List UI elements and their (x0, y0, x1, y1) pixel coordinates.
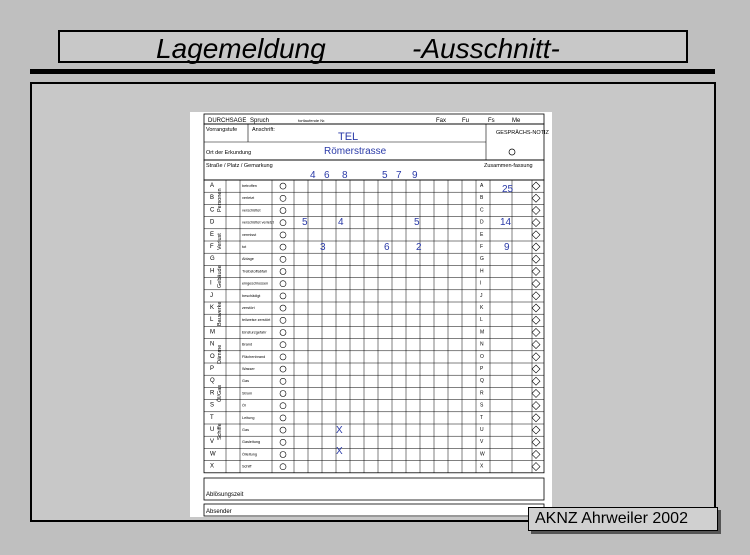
form-drawing (190, 112, 552, 517)
slide-subtitle: -Ausschnitt- (412, 33, 560, 64)
entry-f-col2: 6 (384, 242, 390, 253)
row-label: Öl (242, 403, 246, 408)
row-label: tot (242, 245, 247, 249)
row-label: zerstört (242, 306, 255, 310)
opt-fs: Fs (488, 118, 495, 124)
row-letter: U (210, 427, 215, 433)
summary-row-letter: F (480, 244, 484, 250)
summary-row-letter: J (480, 292, 483, 299)
group-label: Öl/Gas (217, 384, 223, 402)
entry-u-mark: X (336, 425, 343, 436)
row-letter: B (210, 195, 215, 202)
entry-d-col1: 5 (302, 217, 308, 228)
row-letter: G (210, 256, 215, 263)
notiz-label: GESPRÄCHS-NOTIZ (496, 130, 549, 136)
summary-row-letter: I (480, 280, 482, 287)
row-letter: J (210, 292, 213, 299)
row-symbol-icon (280, 366, 286, 372)
summary-symbol-icon (532, 365, 540, 373)
group-label: Bauwerke (217, 301, 223, 326)
summary-symbol-icon (532, 280, 540, 288)
anschrift-value: TEL (338, 131, 359, 143)
row-symbol-icon (280, 208, 286, 214)
summary-row-letter: T (480, 414, 484, 421)
row-symbol-icon (280, 220, 286, 226)
row-symbol-icon (280, 293, 286, 299)
ort-label: Ort der Erkundung (206, 150, 252, 156)
entry-w-mark: X (336, 446, 343, 457)
row-letter: W (210, 451, 216, 458)
row-letter: F (210, 244, 214, 250)
summary-row-letter: O (480, 353, 484, 360)
summary-symbol-icon (532, 267, 540, 275)
side-group-labels (216, 188, 223, 440)
summary-row-letter: D (480, 219, 484, 226)
summary-row-letter: W (480, 451, 485, 458)
group-label: Dämme (217, 344, 223, 364)
opt-fu: Fu (462, 118, 470, 124)
row-letter: D (210, 219, 215, 226)
row-letter: C (210, 207, 215, 214)
group-label: Verlust (217, 233, 223, 250)
summary-row-letter: V (480, 439, 484, 446)
col-num-4: 4 (310, 170, 316, 181)
row-letter: X (210, 463, 215, 470)
title-underline (30, 69, 715, 74)
col-num-9: 9 (412, 170, 418, 181)
row-label: teilweise zerstört (242, 318, 271, 323)
row-label: Brand (242, 342, 253, 347)
row-symbol-icon (280, 464, 286, 470)
row-label: Gas (242, 428, 249, 432)
row-letter: V (210, 439, 215, 446)
summary-symbol-icon (532, 194, 540, 202)
row-symbol-icon (280, 232, 286, 238)
summary-row-letter: L (480, 317, 483, 324)
row-symbol-icon (280, 378, 286, 384)
row-symbol-icon (280, 269, 286, 275)
summary-symbol-icon (532, 438, 540, 446)
row-label: Gas (242, 379, 249, 384)
entry-f-summary: 9 (504, 242, 510, 253)
row-label: Strom (242, 391, 253, 396)
summary-row-letter: A (480, 183, 484, 189)
summary-symbol-icon (532, 304, 540, 312)
row-symbol-icon (280, 403, 286, 409)
entry-f-col1: 3 (320, 242, 326, 253)
opt-spruch: Spruch (250, 118, 270, 124)
row-symbol-icon (280, 317, 286, 323)
row-label: Gasleitung (242, 440, 261, 445)
zusammenfassung-label: Zusammen-fassung (484, 163, 533, 169)
row-symbol-icon (280, 183, 286, 189)
opt-fax: Fax (436, 118, 447, 124)
summary-row-letter: X (480, 463, 484, 470)
ort-value: Römerstrasse (324, 146, 387, 157)
row-letter: Q (210, 378, 215, 385)
row-letter: L (210, 317, 214, 324)
col-num-6: 6 (324, 170, 330, 181)
row-label: verletzt (242, 196, 255, 201)
summary-symbol-icon (532, 292, 540, 300)
opt-durchsage: DURCHSAGE (208, 118, 247, 124)
col-num-5: 5 (382, 170, 388, 181)
row-letter: K (210, 305, 215, 311)
col-num-8: 8 (342, 170, 348, 181)
group-label: Schiffe (217, 423, 223, 440)
summary-row-letter: B (480, 195, 484, 202)
row-label: Ablage (242, 257, 254, 262)
row-symbol-icon (280, 330, 286, 336)
ablosungszeit-label: Ablösungszeit (206, 492, 244, 498)
entry-a-summary: 25 (502, 184, 514, 195)
summary-symbol-icon (532, 316, 540, 324)
row-label: Treibstoffabfall (242, 269, 267, 274)
row-letter: A (210, 183, 215, 189)
row-symbol-icon (280, 415, 286, 421)
summary-row-letter: Q (480, 378, 484, 385)
summary-symbol-icon (532, 463, 540, 471)
notiz-circle (509, 149, 515, 155)
row-symbol-icon (280, 342, 286, 348)
summary-row-letter: M (480, 329, 485, 336)
summary-symbol-icon (532, 389, 540, 397)
entry-d-col2: 4 (338, 217, 344, 228)
entry-d-col3: 5 (414, 217, 420, 228)
summary-symbol-icon (532, 206, 540, 214)
row-label: vermisst (242, 232, 257, 237)
row-label: beschädigt (242, 293, 261, 298)
summary-row-letter: R (480, 390, 484, 397)
summary-symbol-icon (532, 243, 540, 251)
row-label: verschüttet (242, 208, 261, 213)
row-label: Leitung (242, 415, 255, 420)
row-symbol-icon (280, 427, 286, 433)
vorrangstufe-label: Vorrangstufe (206, 127, 238, 133)
slide-title: Lagemeldung (156, 33, 326, 64)
row-symbol-icon (280, 354, 286, 360)
row-symbol-icon (280, 256, 286, 262)
row-symbol-icon (280, 244, 286, 250)
row-letter: I (210, 280, 212, 287)
row-letter: O (210, 353, 215, 360)
summary-row-letter: N (480, 341, 484, 348)
row-label: Ölleitung (242, 452, 257, 457)
absender-label: Absender (206, 509, 232, 515)
report-form (190, 112, 552, 517)
slide-title-box (58, 30, 688, 63)
summary-row-letter: P (480, 366, 484, 372)
summary-row-letter: C (480, 207, 484, 214)
row-symbol-icon (280, 195, 286, 201)
summary-symbol-icon (532, 231, 540, 239)
row-letter: E (210, 231, 215, 238)
summary-symbol-icon (532, 402, 540, 410)
row-letter: P (210, 366, 215, 372)
row-symbol-icon (280, 305, 286, 311)
summary-row-letter: H (480, 268, 484, 275)
row-letter: H (210, 268, 215, 275)
summary-symbol-icon (532, 341, 540, 349)
summary-symbol-icon (532, 377, 540, 385)
summary-symbol-icon (532, 426, 540, 434)
row-letter: N (210, 341, 215, 348)
summary-row-letter: K (480, 305, 484, 311)
summary-row-letter: S (480, 402, 484, 409)
summary-symbol-icon (532, 182, 540, 190)
row-label: Flächenbrand (242, 354, 266, 359)
row-label: eingeschlossen (242, 281, 269, 286)
summary-row-letter: U (480, 427, 484, 433)
summary-symbol-icon (532, 353, 540, 361)
summary-symbol-icon (532, 219, 540, 227)
row-symbol-icon (280, 281, 286, 287)
entry-f-col3: 2 (416, 242, 422, 253)
row-letter: T (210, 414, 214, 421)
row-label: Einsturzgefahr (242, 330, 267, 335)
group-label: Gebäude (217, 265, 223, 288)
group-label: Personen (217, 188, 223, 212)
row-symbol-icon (280, 452, 286, 458)
entry-grid (204, 180, 544, 473)
anschrift-label: Anschrift: (252, 127, 275, 133)
row-symbol-icon (280, 439, 286, 445)
summary-symbol-icon (532, 414, 540, 422)
row-label: verschüttet verletzt (242, 220, 274, 225)
row-letter: M (210, 329, 215, 336)
summary-row-letter: E (480, 231, 484, 238)
entry-d-summary: 14 (500, 217, 512, 228)
summary-symbol-icon (532, 255, 540, 263)
footer-credit: AKNZ Ahrweiler 2002 (528, 507, 718, 531)
summary-row-letter: G (480, 256, 484, 263)
header-small: fortlaufende Nr. (298, 118, 326, 123)
col-num-7: 7 (396, 170, 402, 181)
row-label: Schiff (242, 464, 252, 469)
row-label: Wasser (242, 367, 255, 371)
opt-me: Me (512, 118, 521, 124)
row-label: betroffen (242, 184, 257, 188)
row-letter: R (210, 390, 215, 397)
row-letter: S (210, 402, 215, 409)
strasse-label: Straße / Platz / Gemarkung (206, 163, 273, 169)
row-symbol-icon (280, 391, 286, 397)
summary-symbol-icon (532, 450, 540, 458)
summary-symbol-icon (532, 328, 540, 336)
